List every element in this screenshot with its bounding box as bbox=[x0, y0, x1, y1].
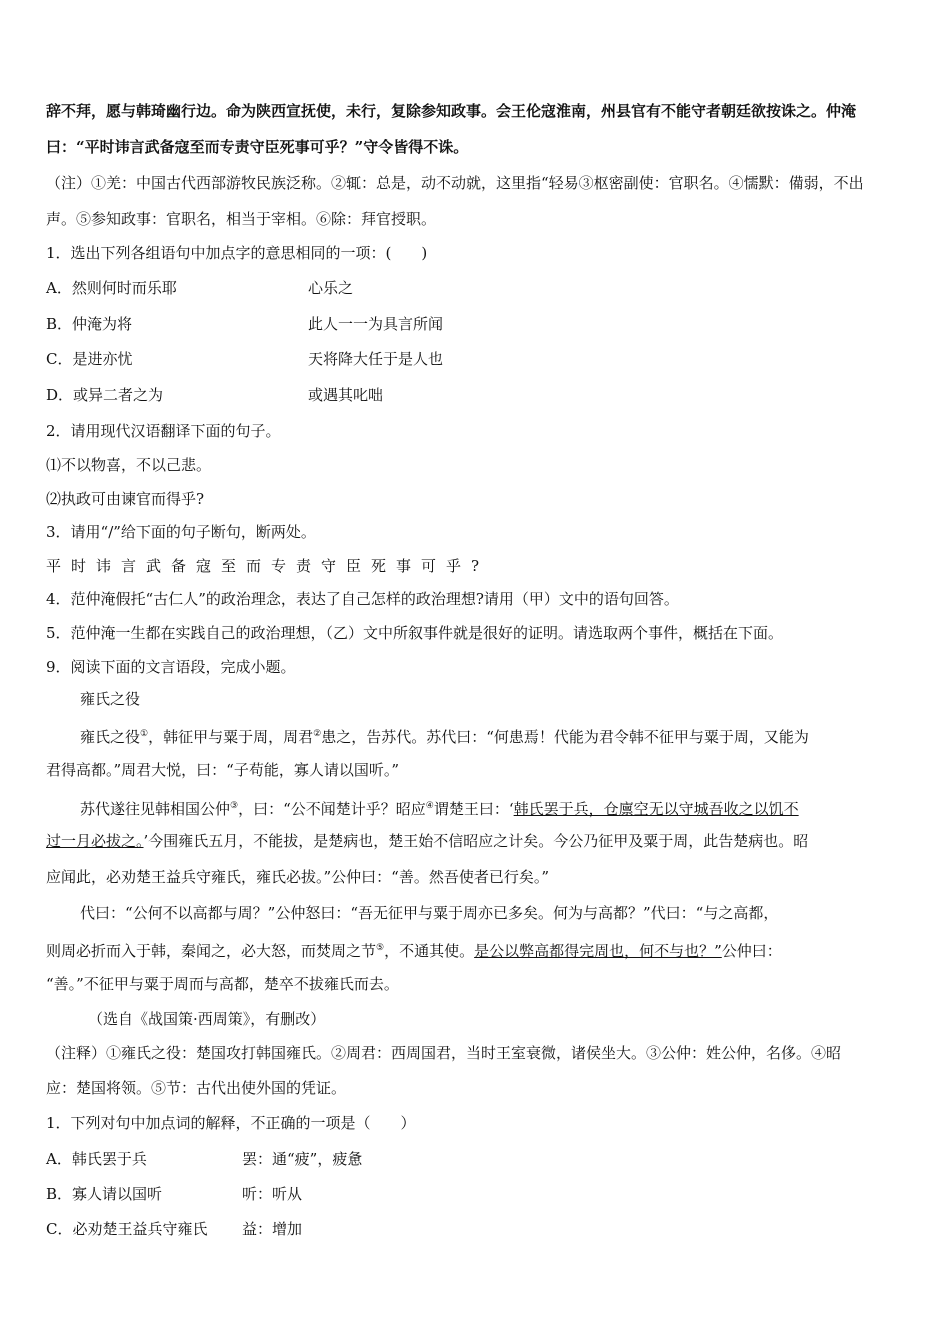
question-1-option-b bbox=[46, 313, 906, 335]
option-a-right: 心乐之 bbox=[308, 279, 354, 297]
option-b-left: B．仲淹为将 bbox=[46, 315, 133, 333]
passage-2-notes-line-2: 应：楚国将领。⑤节：古代出使外国的凭证。 bbox=[46, 1079, 347, 1097]
option-d-left: D．或异二者之为 bbox=[46, 386, 164, 404]
question-1-stem: 1．选出下列各组语句中加点字的意思相同的一项：( ) bbox=[46, 244, 428, 262]
underlined-sentence-2: 是公以弊高都得完周也，何不与也？” bbox=[474, 942, 722, 960]
q9-option-b-left: B．寡人请以国听 bbox=[46, 1185, 163, 1203]
passage-2-p2-line-2: 过一月必拔之。’今围雍氏五月，不能拔，是楚病也，楚王始不信昭应之计矣。今公乃征甲及粟于周，此告楚病也。昭 bbox=[46, 832, 809, 850]
q9-option-b-right: 听：听从 bbox=[242, 1185, 303, 1203]
passage-2-notes-line-1: （注释）①雍氏之役：楚国攻打韩国雍氏。②周君：西周国君，当时王室衰微，诸侯坐大。③公仲：姓公仲，名侈。④昭 bbox=[46, 1044, 842, 1062]
question-1-option-d bbox=[46, 384, 906, 406]
option-a-left: A．然则何时而乐耶 bbox=[46, 279, 177, 297]
question-1-option-a bbox=[46, 277, 906, 299]
underlined-sentence: 韩氏罢于兵，仓廪空无以守城吾收之以饥不 bbox=[513, 800, 799, 818]
question-5: 5．范仲淹一生都在实践自己的政治理想，（乙）文中所叙事件就是很好的证明。请选取两个事件，概括在下面。 bbox=[46, 624, 784, 642]
question-9-1-stem: 1．下列对句中加点词的解释，不正确的一项是（ ） bbox=[46, 1114, 416, 1132]
passage-2-p1-line-2: 君得高都。”周君大悦，曰：“子苟能，寡人请以国听。” bbox=[46, 761, 400, 779]
question-3-stem: 3．请用“/”给下面的句子断句，断两处。 bbox=[46, 523, 316, 541]
q9-option-c-left: C．必劝楚王益兵守雍氏 bbox=[46, 1220, 208, 1238]
passage-2-source: （选自《战国策·西周策》，有删改） bbox=[88, 1010, 326, 1028]
passage-2-p2-line-1: 苏代遂往见韩相国公仲③，曰：“公不闻楚计乎？昭应④谓楚王曰：‘韩氏罢于兵，仓廪空无以守城吾收之以饥不 bbox=[80, 800, 799, 818]
passage-2-p2-line-3: 应闻此，必劝楚王益兵守雍氏，雍氏必拔。”公仲曰：“善。然吾使者已行矣。” bbox=[46, 868, 550, 886]
question-2-stem: 2．请用现代汉语翻译下面的句子。 bbox=[46, 422, 281, 440]
question-2-sentence-2: ⑵执政可由谏官而得乎? bbox=[46, 490, 205, 508]
q9-option-a-right: 罢：通“疲”，疲惫 bbox=[242, 1150, 363, 1168]
q9-option-a-left: A．韩氏罢于兵 bbox=[46, 1150, 147, 1168]
option-c-left: C．是进亦忧 bbox=[46, 350, 133, 368]
passage-2-p3-line-2: 则周必折而入于韩，秦闻之，必大怒，而焚周之节⑤，不通其使。是公以弊高都得完周也，何不与也？”公仲曰： bbox=[46, 942, 782, 960]
passage-2-title: 雍氏之役 bbox=[80, 690, 141, 708]
notes-line-1: （注）①羌：中国古代西部游牧民族泛称。②辄：总是，动不动就，这里指“轻易③枢密副使：官职名。④懦默：備弱，不出 bbox=[46, 174, 864, 192]
question-9-1-option-c bbox=[46, 1218, 906, 1240]
question-9-1-option-a bbox=[46, 1148, 906, 1170]
passage-2-p3-line-1: 代曰：“公何不以高都与周？”公仲怒曰：“吾无征甲与粟于周亦已多矣。何为与高都？”代曰：“与之高都， bbox=[80, 904, 779, 922]
question-1-option-c bbox=[46, 348, 906, 370]
question-2-sentence-1: ⑴不以物喜，不以己悲。 bbox=[46, 456, 212, 474]
passage-2-p1-line-1: 雍氏之役①，韩征甲与粟于周，周君②患之，告苏代。苏代曰：“何患焉！代能为君令韩不征甲与粟于周，又能为 bbox=[80, 728, 809, 746]
option-c-right: 天将降大任于是人也 bbox=[308, 350, 444, 368]
question-3-text: 平时讳言武备寇至而专责守臣死事可乎? bbox=[46, 557, 490, 575]
q9-option-c-right: 益：增加 bbox=[242, 1220, 303, 1238]
notes-line-2: 声。⑤参知政事：官职名，相当于宰相。⑥除：拜官授职。 bbox=[46, 210, 437, 228]
option-d-right: 或遇其叱咄 bbox=[308, 386, 384, 404]
passage-line-1: 辞不拜，愿与韩琦幽行边。命为陕西宣抚使，未行，复除参知政事。会王伦寇淮南，州县官有不能守者朝廷欲按诛之。仲淹 bbox=[46, 102, 857, 120]
passage-2-p4: “善。”不征甲与粟于周而与高都，楚卒不拔雍氏而去。 bbox=[46, 975, 399, 993]
question-9-1-option-b bbox=[46, 1183, 906, 1205]
passage-line-2: 曰：“平时讳言武备寇至而专责守臣死事可乎？”守令皆得不诛。 bbox=[46, 138, 469, 156]
question-4: 4．范仲淹假托“古仁人”的政治理念，表达了自己怎样的政治理想?请用（甲）文中的语句回答。 bbox=[46, 590, 679, 608]
option-b-right: 此人一一为具言所闻 bbox=[308, 315, 444, 333]
question-9-stem: 9．阅读下面的文言语段，完成小题。 bbox=[46, 658, 296, 676]
